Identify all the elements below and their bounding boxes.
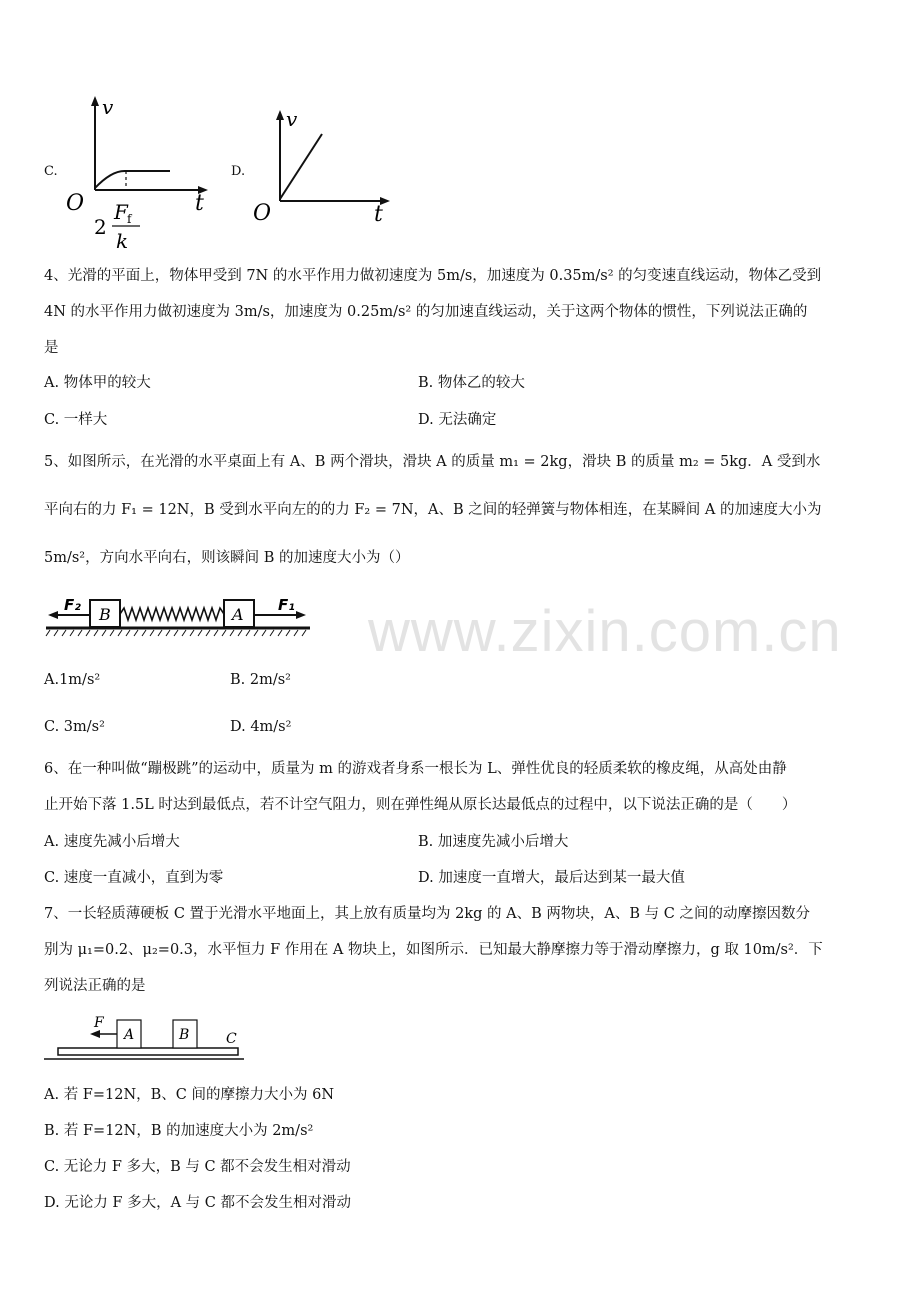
q7-option-c: C. 无论力 F 多大，B 与 C 都不会发生相对滑动 <box>44 1159 351 1175</box>
q7-option-a: A. 若 F=12N，B、C 间的摩擦力大小为 6N <box>44 1087 335 1103</box>
option-c-label: C. <box>44 164 58 179</box>
c-origin: O <box>66 191 85 216</box>
q4-option-d: D. 无法确定 <box>418 412 497 428</box>
c-fraction-sub: f <box>127 212 132 226</box>
q7-line-3: 列说法正确的是 <box>44 978 146 994</box>
q6-option-a: A. 速度先减小后增大 <box>44 834 180 850</box>
c-fraction-coeff: 2 <box>94 215 107 239</box>
option-d-label: D. <box>231 164 246 179</box>
label-block-a: A <box>232 605 244 624</box>
label-block-b: B <box>99 605 111 624</box>
spring-figure <box>44 590 314 642</box>
q6-option-b: B. 加速度先减小后增大 <box>418 834 569 850</box>
q5-option-b: B. 2m/s² <box>230 672 291 688</box>
q5-option-c: C. 3m/s² <box>44 719 105 735</box>
d-axis-v: v <box>286 107 298 131</box>
d-axis-t: t <box>374 202 383 227</box>
d-origin: O <box>253 201 272 226</box>
q5-option-d: D. 4m/s² <box>230 719 292 735</box>
q7-option-b: B. 若 F=12N，B 的加速度大小为 2m/s² <box>44 1123 314 1139</box>
label-force-f: F <box>94 1015 104 1031</box>
q4-option-a: A. 物体甲的较大 <box>44 375 151 391</box>
label-block-a: A <box>124 1027 135 1043</box>
c-fraction-num: F <box>114 200 128 224</box>
watermark: www.zixin.com.cn <box>368 599 842 664</box>
q6-line-2: 止开始下落 1.5L 时达到最低点，若不计空气阻力，则在弹性绳从原长达最低点的过程中，以下说法正确的是（ ） <box>44 797 797 813</box>
c-axis-t: t <box>195 191 204 216</box>
q7-option-d: D. 无论力 F 多大，A 与 C 都不会发生相对滑动 <box>44 1195 351 1211</box>
q7-line-1: 7、一长轻质薄硬板 C 置于光滑水平地面上，其上放有质量均为 2kg 的 A、B 两物块，A、B 与 C 之间的动摩擦因数分 <box>44 906 810 922</box>
q7-line-2: 别为 μ₁=0.2、μ₂=0.3，水平恒力 F 作用在 A 物块上，如图所示．已知最大静摩擦力等于滑动摩擦力，g 取 10m/s²．下 <box>44 942 823 958</box>
graph-d <box>250 104 400 229</box>
q6-option-d: D. 加速度一直增大，最后达到某一最大值 <box>418 870 685 886</box>
q5-line-1: 5、如图所示，在光滑的水平桌面上有 A、B 两个滑块，滑块 A 的质量 m₁ = 2kg，滑块 B 的质量 m₂ = 5kg．A 受到水 <box>44 454 821 470</box>
label-f2: F₂ <box>64 596 81 614</box>
c-fraction-den: k <box>116 229 129 253</box>
label-board-c: C <box>226 1031 237 1047</box>
q4-line-3: 是 <box>44 340 59 356</box>
q6-line-1: 6、在一种叫做“蹦极跳”的运动中，质量为 m 的游戏者身系一根长为 L、弹性优良的轻质柔软的橡皮绳，从高处由静 <box>44 761 787 777</box>
label-block-b: B <box>179 1027 190 1043</box>
q4-line-2: 4N 的水平作用力做初速度为 3m/s，加速度为 0.25m/s² 的匀加速直线运动，关于这两个物体的惯性，下列说法正确的 <box>44 304 808 320</box>
graph-c <box>60 92 220 254</box>
label-f1: F₁ <box>278 596 295 614</box>
q4-option-c: C. 一样大 <box>44 412 108 428</box>
c-axis-v: v <box>102 95 114 119</box>
q4-option-b: B. 物体乙的较大 <box>418 375 525 391</box>
q5-line-3: 5m/s²，方向水平向右，则该瞬间 B 的加速度大小为（） <box>44 550 410 566</box>
q6-option-c: C. 速度一直减小，直到为零 <box>44 870 224 886</box>
q5-line-2: 平向右的力 F₁ = 12N，B 受到水平向左的的力 F₂ = 7N，A、B 之间的轻弹簧与物体相连，在某瞬间 A 的加速度大小为 <box>44 502 822 518</box>
q5-option-a: A.1m/s² <box>44 672 101 688</box>
board-figure <box>44 1010 254 1068</box>
q4-line-1: 4、光滑的平面上，物体甲受到 7N 的水平作用力做初速度为 5m/s，加速度为 0.35m/s² 的匀变速直线运动，物体乙受到 <box>44 268 822 284</box>
